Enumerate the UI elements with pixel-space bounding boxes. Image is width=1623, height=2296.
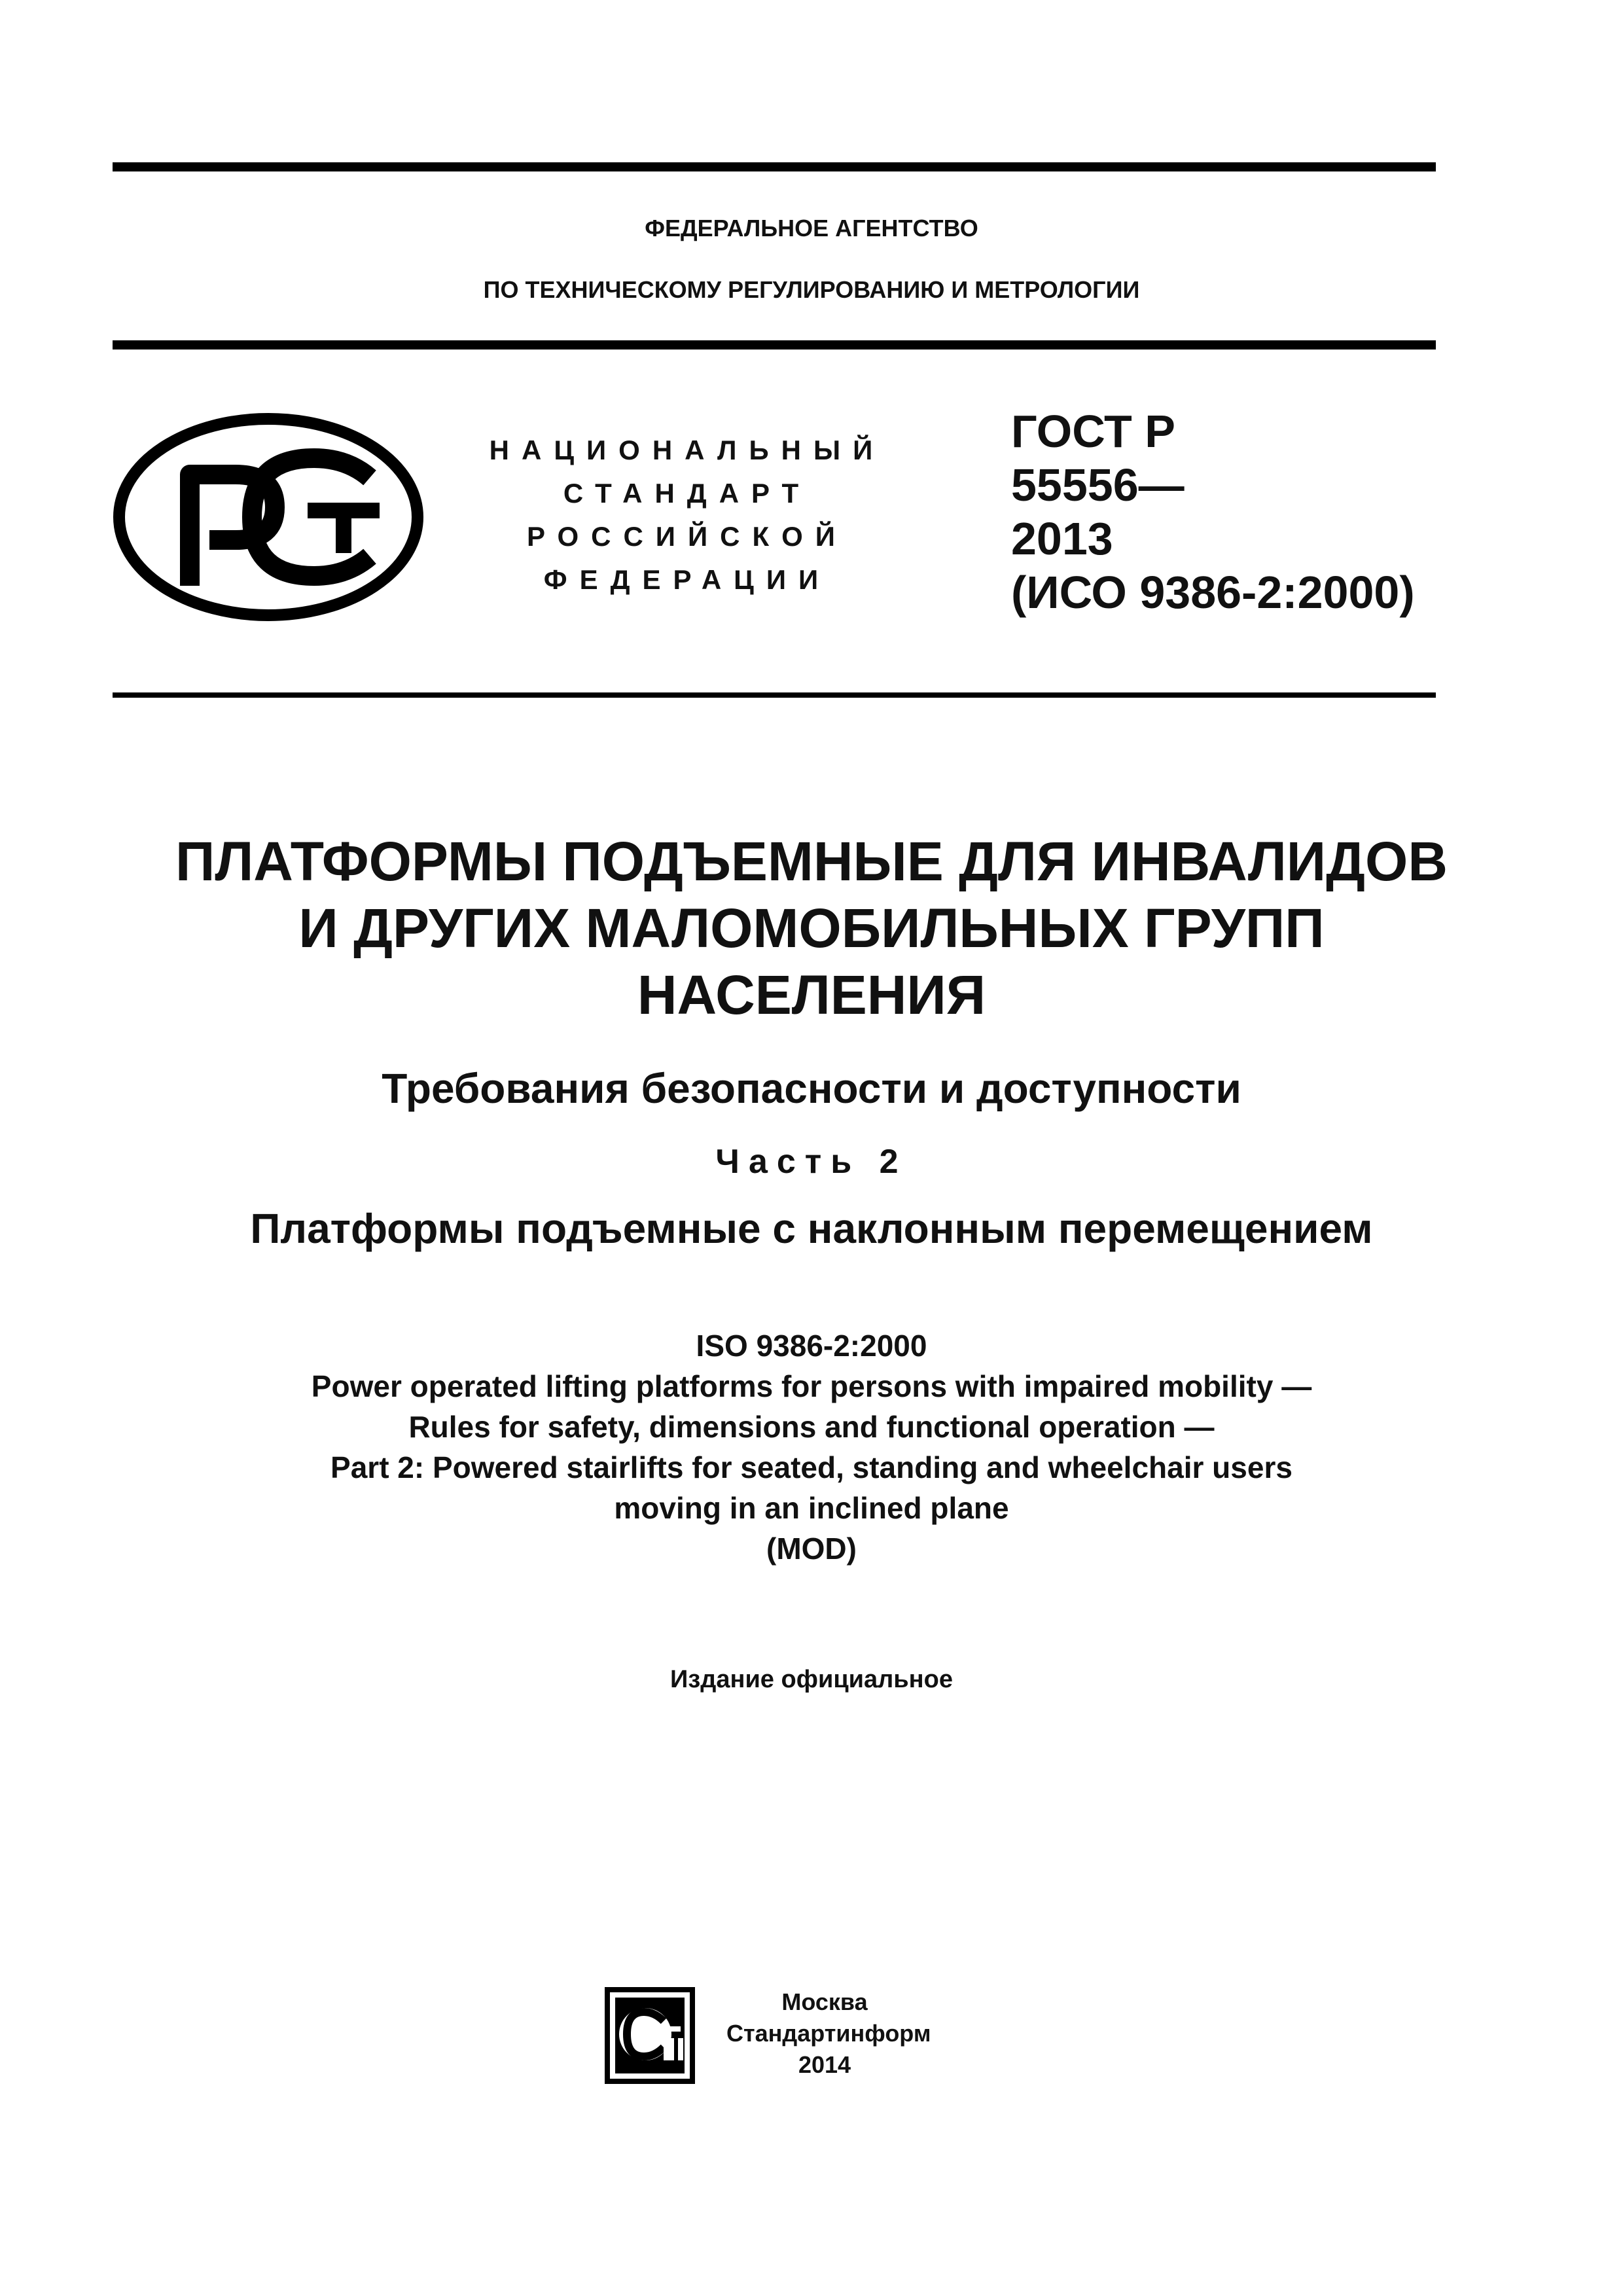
edition-label: Издание официальное	[670, 1666, 953, 1693]
standard-type	[458, 429, 916, 601]
agency-line-1: ФЕДЕРАЛЬНОЕ АГЕНТСТВО	[645, 215, 978, 242]
part-title: Платформы подъемные с наклонным перемещением	[250, 1205, 1373, 1252]
publisher-name: Стандартинформ	[726, 2020, 931, 2047]
standartinform-logo	[603, 1983, 702, 2091]
top-rule	[113, 162, 1436, 171]
middle-rule	[113, 692, 1436, 698]
iso-line-2: Power operated lifting platforms for persons with impaired mobility —	[311, 1369, 1312, 1403]
iso-line-3: Rules for safety, dimensions and functional operation —	[408, 1410, 1215, 1444]
iso-line-1: ISO 9386-2:2000	[696, 1329, 927, 1363]
title-line-1: ПЛАТФОРМЫ ПОДЪЕМНЫЕ ДЛЯ ИНВАЛИДОВ	[175, 831, 1448, 892]
header-bottom-rule	[113, 340, 1436, 350]
title-line-3: НАСЕЛЕНИЯ	[637, 964, 986, 1026]
iso-line-6: (MOD)	[766, 1532, 857, 1566]
designation-line-2: 55556—	[1011, 459, 1185, 511]
title-line-2: И ДРУГИХ МАЛОМОБИЛЬНЫХ ГРУПП	[298, 897, 1325, 959]
iso-line-5: moving in an inclined plane	[614, 1491, 1009, 1525]
standard-type-line-4: ФЕДЕРАЦИИ	[543, 564, 831, 595]
designation-line-1: ГОСТ Р	[1011, 406, 1175, 457]
designation-line-3: 2013	[1011, 513, 1113, 564]
standard-type-line-3: РОССИЙСКОЙ	[527, 521, 847, 552]
standard-type-line-2: СТАНДАРТ	[563, 478, 812, 509]
publisher-city: Москва	[781, 1988, 868, 2015]
publisher-year: 2014	[798, 2051, 851, 2078]
subtitle: Требования безопасности и доступности	[382, 1065, 1241, 1112]
publisher-block	[726, 1986, 931, 2081]
designation-line-4: (ИСО 9386-2:2000)	[1011, 567, 1415, 618]
standard-type-line-1: НАЦИОНАЛЬНЫЙ	[489, 435, 885, 465]
standard-designation	[1011, 404, 1415, 619]
iso-line-4: Part 2: Powered stairlifts for seated, standing and wheelchair users	[330, 1450, 1293, 1484]
agency-line-2: ПО ТЕХНИЧЕСКОМУ РЕГУЛИРОВАНИЮ И МЕТРОЛОГИИ	[483, 276, 1140, 303]
part-number: Часть 2	[715, 1143, 908, 1181]
rst-logo	[111, 412, 425, 625]
